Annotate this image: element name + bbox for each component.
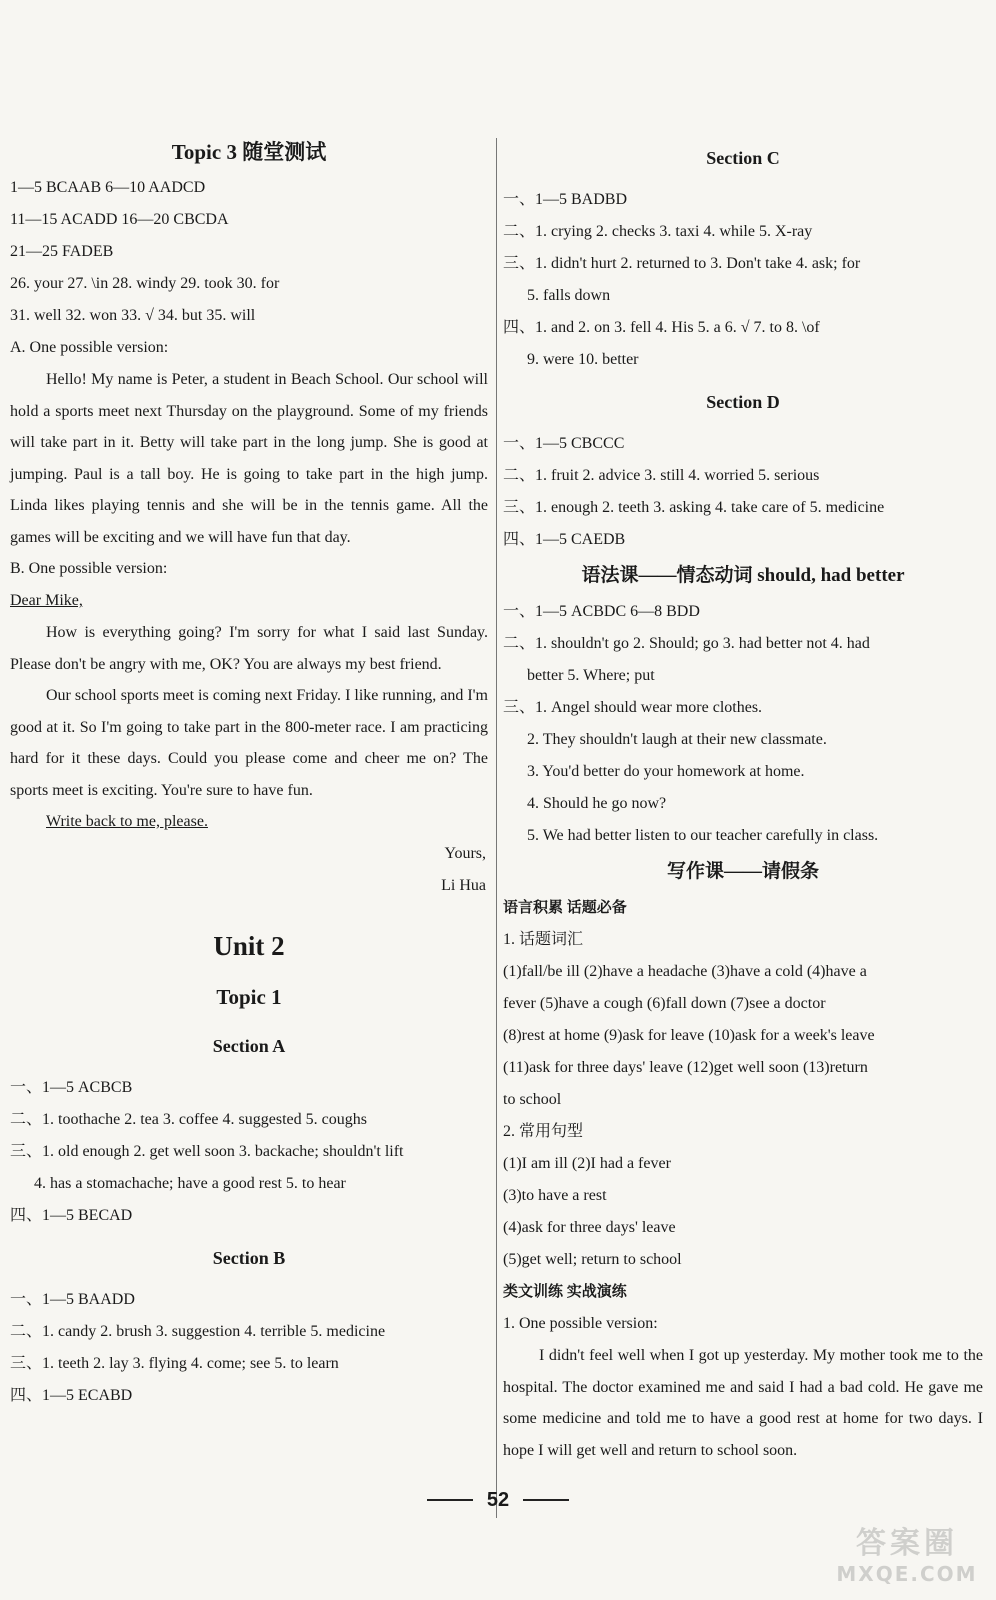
answer-line: 三、1. old enough 2. get well soon 3. backache; shouldn't lift [10,1142,404,1160]
version-label-b: B. One possible version: [10,560,168,577]
section-b-title: Section B [212,1247,286,1268]
answer-line: 31. well 32. won 33. √ 34. but 35. will [10,307,256,324]
vocab-line: (1)fall/be ill (2)have a headache (3)have a cold (4)have a [503,963,867,980]
page-footer [0,1480,996,1520]
writing-title: 写作课——请假条 [666,861,819,882]
version-label-a: A. One possible version: [10,339,169,356]
grammar-title: 语法课——情态动词 should, had better [581,565,905,586]
answer-line: 21—25 FADEB [10,243,114,260]
answer-line: 4. has a stomachache; have a good rest 5. to hear [34,1174,346,1192]
answer-line: 3. You'd better do your homework at home. [527,763,805,780]
answer-line: 三、1. teeth 2. lay 3. flying 4. come; see 5. to learn [10,1354,339,1372]
answer-line: 四、1—5 CAEDB [503,531,626,548]
topic3-title: Topic 3 随堂测试 [171,140,327,164]
answer-line: 一、1—5 BADBD [503,191,628,208]
pattern-line: (5)get well; return to school [503,1251,682,1268]
right-column [503,132,983,1466]
answer-line: 一、1—5 ACBDC 6—8 BDD [503,603,700,620]
topic1-title: Topic 1 [216,984,282,1009]
pattern-line: (3)to have a rest [503,1187,607,1204]
answer-line: 三、1. didn't hurt 2. returned to 3. Don't take 4. ask; for [503,255,861,272]
answer-line: 二、1. fruit 2. advice 3. still 4. worried 5. serious [503,467,820,484]
answer-line: 四、1—5 ECABD [10,1386,133,1404]
answer-line: 二、1. crying 2. checks 3. taxi 4. while 5. X-ray [503,223,813,240]
letter-signature: Li Hua [441,876,486,894]
vocab-line: fever (5)have a cough (6)fall down (7)see a doctor [503,995,826,1012]
vocab-label: 1. 话题词汇 [503,931,584,948]
answer-line: 二、1. candy 2. brush 3. suggestion 4. terrible 5. medicine [10,1322,386,1340]
site-watermark [832,1518,982,1590]
letter-closing: Yours, [444,844,486,862]
essay-a [10,364,488,553]
answer-line: 二、1. shouldn't go 2. Should; go 3. had better not 4. had [503,635,870,652]
section-c-title: Section C [706,148,780,168]
answer-line: 11—15 ACADD 16—20 CBCDA [10,211,229,228]
essay-b-para-1: How is everything going? I'm sorry for what I said last Sunday. Please don't be angry with me, OK? You are always my best friend. [10,624,488,673]
answer-line: 1—5 BCAAB 6—10 AADCD [10,179,206,196]
answer-line: 四、1—5 BECAD [10,1206,133,1224]
essay-a-text: Hello! My name is Peter, a student in Beach School. Our school will hold a sports meet next Thursday on the playground. Some of my friends will take part in it. Betty will take part in the long jump. She is good at jumping. Paul is a tall boy. He is going to take part in the high jump. Linda likes playing tennis and she will be in the tennis game. All the games will be exciting and we will have fun that day. [10,371,488,546]
answer-line: 四、1. and 2. on 3. fell 4. His 5. a 6. √ 7. to 8. \of [503,319,820,336]
pattern-line: (4)ask for three days' leave [503,1219,676,1236]
answer-line: 一、1—5 BAADD [10,1290,135,1308]
page-number: 52 [486,1488,510,1511]
practice-heading: 类文训练 实战演练 [503,1284,627,1300]
answer-line: 26. your 27. \in 28. windy 29. took 30. for [10,275,280,292]
column-divider [496,138,497,1518]
writing-essay-text: I didn't feel well when I got up yesterday. My mother took me to the hospital. The doctor examined me and said I had a bad cold. He gave me some medicine and told me to have a good rest at home for two days. I hope I will get well and return to school soon. [503,1347,983,1459]
answer-line: 5. We had better listen to our teacher carefully in class. [527,827,879,844]
letter-greeting: Dear Mike, [10,592,83,609]
watermark-url: MXQE.COM [836,1562,978,1586]
writing-essay [503,1340,983,1466]
section-a-title: Section A [212,1035,286,1056]
essay-b-para-3: Write back to me, please. [46,813,208,830]
answer-line: 三、1. Angel should wear more clothes. [503,699,763,716]
unit-title: Unit 2 [213,930,285,961]
pattern-label: 2. 常用句型 [503,1123,584,1140]
footer-rule-right [523,1499,569,1501]
essay-b [10,617,488,838]
answer-line: 4. Should he go now? [527,795,667,812]
vocab-line: (11)ask for three days' leave (12)get well soon (13)return [503,1059,868,1076]
answer-line: 9. were 10. better [527,351,639,368]
vocab-line: to school [503,1091,562,1108]
pattern-line: (1)I am ill (2)I had a fever [503,1155,671,1172]
footer-rule-left [427,1499,473,1501]
answer-line: 三、1. enough 2. teeth 3. asking 4. take care of 5. medicine [503,499,885,516]
answer-line: 5. falls down [527,287,611,304]
accum-heading: 语言积累 话题必备 [503,900,627,916]
essay-b-para-2: Our school sports meet is coming next Friday. I like running, and I'm good at it. So I'm going to take part in the 800-meter race. I am practicing hard for it these days. Could you please come and cheer me on? The sports meet is exciting. You're sure to have fun. [10,687,488,799]
answer-line: 一、1—5 CBCCC [503,435,625,452]
watermark-logo-text: 答案圈 [856,1526,958,1561]
version-label: 1. One possible version: [503,1315,658,1332]
answer-line: 2. They shouldn't laugh at their new classmate. [527,731,827,748]
section-d-title: Section D [706,392,780,412]
answer-line: 二、1. toothache 2. tea 3. coffee 4. suggested 5. coughs [10,1110,367,1128]
answer-line: better 5. Where; put [527,667,655,684]
vocab-line: (8)rest at home (9)ask for leave (10)ask for a week's leave [503,1027,875,1044]
answer-line: 一、1—5 ACBCB [10,1078,133,1096]
left-column [10,132,488,1412]
